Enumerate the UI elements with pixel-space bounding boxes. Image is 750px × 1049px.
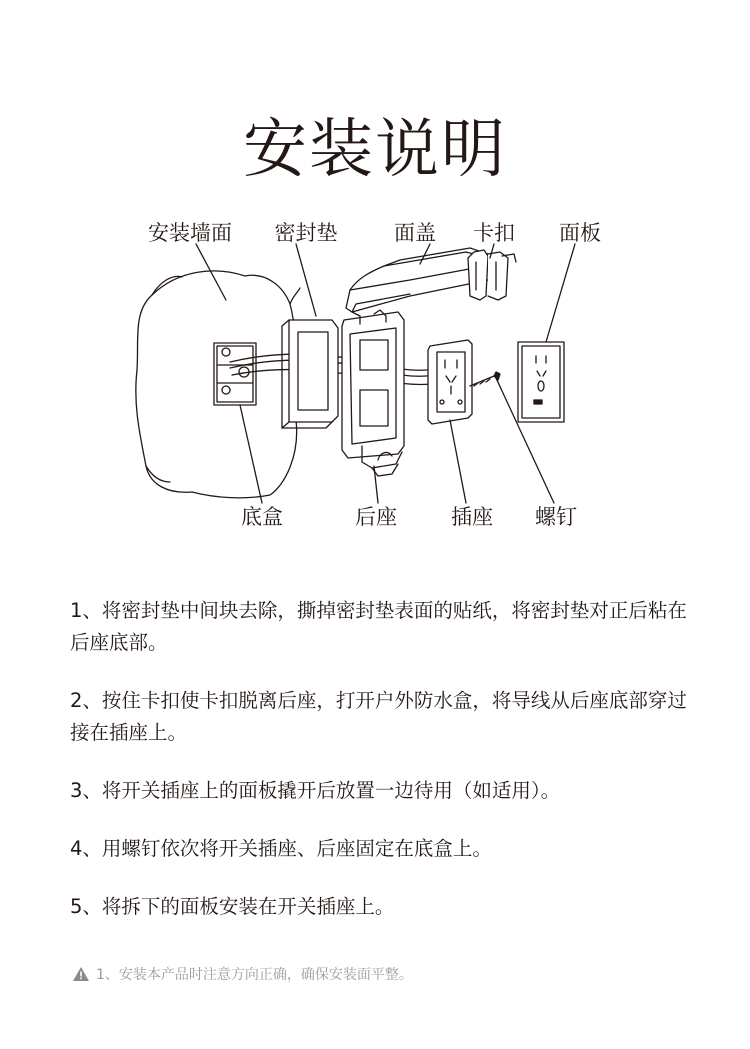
instruction-steps (70, 595, 690, 949)
label-box: 底盒 (241, 505, 283, 529)
rear-base-shape (342, 310, 404, 476)
label-wall: 安装墙面 (148, 221, 232, 245)
label-clip: 卡扣 (473, 221, 515, 245)
warning-icon (72, 966, 90, 982)
label-panel: 面板 (559, 221, 601, 245)
panel-shape (518, 342, 564, 422)
label-cover: 面盖 (394, 221, 436, 245)
label-gasket: 密封垫 (274, 221, 338, 245)
label-socket: 插座 (451, 505, 493, 529)
socket-shape (428, 340, 472, 424)
step-3: 3、将开关插座上的面板撬开后放置一边待用（如适用）。 (70, 779, 561, 802)
step-1: 1、将密封垫中间块去除，撕掉密封垫表面的贴纸，将密封垫对正后粘在后座底部。 (70, 599, 687, 654)
clip-shape (468, 250, 516, 300)
warning-note (72, 962, 692, 986)
step-5: 5、将拆下的面板安装在开关插座上。 (70, 895, 395, 918)
step-4: 4、用螺钉依次将开关插座、后座固定在底盒上。 (70, 837, 492, 860)
warning-note-text: 1、安装本产品时注意方向正确，确保安装面平整。 (96, 967, 413, 983)
page-title: 安装说明 (243, 112, 507, 187)
screw-shape (470, 372, 500, 386)
step-2: 2、按住卡扣使卡扣脱离后座，打开户外防水盒，将导线从后座底部穿过接在插座上。 (70, 689, 687, 744)
label-base: 后座 (355, 505, 397, 529)
wall-shape (136, 271, 300, 498)
installation-diagram (0, 200, 750, 550)
gasket-shape (282, 320, 338, 428)
label-screw: 螺钉 (535, 505, 577, 529)
